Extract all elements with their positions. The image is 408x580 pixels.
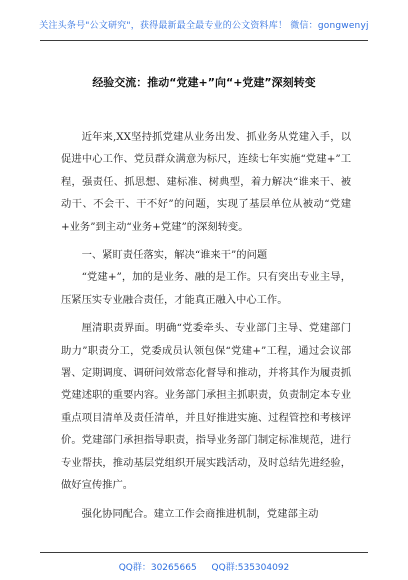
document-body bbox=[61, 126, 351, 525]
paragraph-party-plus: “党建+”，加的是业务、融的是工作。只有突出专业主导，压紧压实专业融合责任，才能真正融入中心工作。 bbox=[61, 271, 351, 306]
header-note: 关注头条号"公文研究"，获得最新最全最专业的公文资料库！ 微信：gongwenyj bbox=[39, 21, 369, 31]
header-divider bbox=[40, 40, 368, 41]
footer bbox=[0, 560, 408, 573]
paragraph-responsibilities: 厘清职责界面。明确“党委牵头、专业部门主导、党建部门助力”职责分工，党委成员认领包保“党建+”工程，通过会议部署、定期调度、调研问效常态化督导和推动，并将其作为履责抓党建述职的重要内容。业务部门承担主抓职责，负责制定本专业重点项目清单及责任清单，并且好推进实施、过程管控和考核评价。党建部门承担指导职责，指导业务部门制定标准规范，进行专业帮扶，推动基层党组织开展实践活动，及时总结先进经验，做好宣传推广。 bbox=[61, 322, 351, 492]
paragraph-intro: 近年来,XX坚持抓党建从业务出发、抓业务从党建入手，以促进中心工作、党员群众满意为标尺，连续七年实施“党建+”工程，强责任、抓思想、建标准、树典型，着力解决“谁来干、被动干、不会干、干不好”的问题，实现了基层单位从被动“党建+业务”到主动“业务+党建”的深刻转变。 bbox=[61, 131, 351, 233]
section-heading: 一、紧盯责任落实，解决“谁来干”的问题 bbox=[81, 249, 268, 262]
document-title: 经验交流：推动“党建+”向“+党建”深刻转变 bbox=[92, 76, 316, 89]
footer-qq-group-1: QQ群：30265665 bbox=[118, 563, 197, 573]
paragraph-coordination: 强化协同配合。建立工作会商推进机制，党建部主动 bbox=[81, 507, 319, 520]
footer-qq-group-2: QQ群:535304092 bbox=[211, 563, 290, 573]
footer-divider bbox=[40, 552, 368, 553]
